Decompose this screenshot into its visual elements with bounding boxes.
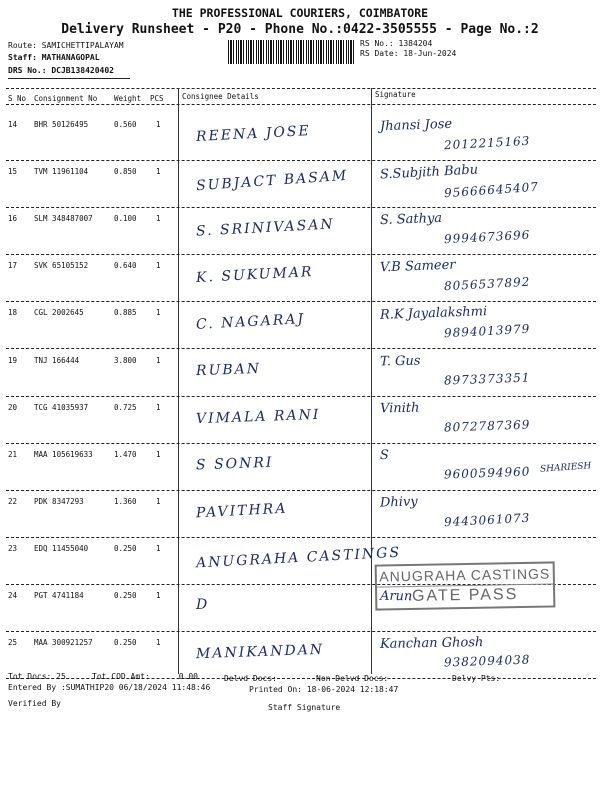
row-weight: 3.800 (114, 355, 137, 365)
printed-on: Printed On: 18-06-2024 12:18:47 (249, 685, 399, 694)
table-row (0, 491, 600, 540)
row-consignment-no: SLM 348487007 (34, 214, 93, 224)
col-consignee: Consignee Details (182, 92, 259, 101)
route-info (8, 40, 124, 52)
row-consignment-no: EDQ 11455040 (34, 543, 89, 553)
col-weight: Weight (114, 94, 142, 103)
row-signature: T. Gus (379, 353, 421, 369)
row-consignment-no: TNJ 166444 (34, 355, 80, 365)
row-signature: Vinith (379, 400, 420, 416)
row-weight: 0.250 (114, 543, 137, 553)
table-row (0, 255, 600, 304)
stamp-company: ANUGRAHA CASTINGS (379, 565, 551, 585)
table-row (0, 350, 600, 399)
row-signature: Jhansi Jose (379, 116, 453, 135)
row-consignee-handwritten: REENA JOSE (195, 123, 312, 145)
col-signature: Signature (375, 90, 416, 99)
row-pcs: 1 (156, 402, 161, 412)
drs-value: DCJB138420402 (51, 66, 114, 75)
row-signature: R.K Jayalakshmi (379, 304, 488, 324)
row-weight: 0.560 (114, 120, 137, 129)
row-sno: 21 (8, 449, 18, 459)
row-consignee-handwritten: PAVITHRA (195, 500, 288, 522)
rs-date-info (360, 48, 456, 60)
col-sno: S No (8, 94, 27, 103)
row-weight: 1.470 (114, 449, 137, 459)
row-phone: 8056537892 (443, 275, 531, 294)
row-signature: S (379, 447, 390, 463)
row-consignee-handwritten: K. SUKUMAR (195, 264, 314, 287)
row-consignment-no: PGT 4741184 (34, 591, 84, 600)
row-consignee-handwritten: VIMALA RANI (195, 406, 321, 427)
row-phone: 9600594960 (443, 464, 531, 482)
row-sno: 14 (8, 120, 18, 129)
row-consignee-handwritten: C. NAGARAJ (195, 311, 306, 334)
row-pcs: 1 (156, 355, 161, 365)
row-pcs: 1 (156, 167, 161, 177)
row-phone: 9894013979 (443, 322, 531, 341)
drs-info (8, 65, 114, 77)
rs-date-value: 18-Jun-2024 (403, 49, 457, 58)
table-row (0, 397, 600, 446)
non-delvd-docs: Non Delvd Docs: (316, 674, 389, 683)
row-pcs: 1 (156, 543, 161, 553)
row-signature: Kanchan Ghosh (379, 635, 484, 652)
route-label: Route: (8, 41, 37, 50)
side-note: SHARIESH (539, 461, 592, 475)
table-top-rule (6, 88, 596, 89)
drs-underline (8, 78, 130, 79)
staff-info (8, 52, 100, 64)
row-consignee-handwritten: SUBJACT BASAM (195, 167, 349, 195)
row-signature: S. Sathya (379, 211, 443, 229)
row-consignment-no: MAA 300921257 (34, 638, 93, 648)
row-weight: 0.885 (114, 308, 137, 318)
row-pcs: 1 (156, 214, 161, 224)
row-consignment-no: CGL 2002645 (34, 308, 84, 318)
row-phone: 8973373351 (443, 369, 531, 388)
tot-docs: Tot Docs: 25 (8, 672, 66, 681)
row-weight: 0.250 (114, 591, 137, 600)
row-phone: 9443061073 (443, 510, 531, 530)
stamp-gate-pass: GATE PASS (377, 583, 553, 607)
row-consignee-handwritten: S SONRI (195, 454, 274, 474)
row-signature: S.Subjith Babu (379, 162, 479, 183)
row-sno: 19 (8, 355, 18, 365)
row-phone: 9994673696 (443, 227, 531, 247)
verified-by: Verified By (8, 699, 61, 708)
route-value: SAMICHETTIPALAYAM (41, 41, 124, 50)
row-sno: 20 (8, 402, 18, 412)
row-sno: 22 (8, 496, 18, 506)
row-consignment-no: TVM 11961104 (34, 167, 89, 177)
row-consignee-handwritten: D (196, 597, 210, 613)
row-consignment-no: MAA 105619633 (34, 449, 93, 459)
row-pcs: 1 (156, 449, 161, 459)
row-sno: 23 (8, 543, 18, 553)
row-consignment-no: TCG 41035937 (34, 402, 89, 412)
row-pcs: 1 (156, 496, 161, 506)
row-phone: 9382094038 (443, 652, 531, 670)
runsheet-title: Delivery Runsheet - P20 - Phone No.:0422-3505555 - Page No.:2 (61, 22, 539, 37)
row-signature: V.B Sameer (379, 257, 456, 276)
delvy-pts: Delvy Pts: (452, 674, 501, 683)
delvd-docs: Delvd Docs: (224, 674, 277, 683)
row-consignee-handwritten: S. SRINIVASAN (195, 216, 335, 240)
row-sno: 18 (8, 308, 18, 318)
staff-label: Staff: (8, 53, 37, 62)
table-row (0, 161, 600, 210)
col-consignment: Consignment No (34, 94, 98, 103)
table-row (0, 302, 600, 351)
row-sno: 25 (8, 638, 18, 648)
row-sno: 16 (8, 214, 18, 224)
rs-no-value: 1384204 (398, 39, 433, 48)
table-row (0, 444, 600, 493)
barcode (228, 40, 354, 64)
row-sno: 15 (8, 167, 18, 177)
drs-label: DRS No.: (8, 66, 47, 75)
table-row (0, 632, 600, 681)
company-title: THE PROFESSIONAL COURIERS, COIMBATORE (171, 6, 429, 20)
row-pcs: 1 (156, 261, 161, 271)
tot-cod: Tot COD Amt: 0.00 (92, 672, 198, 681)
row-weight: 0.725 (114, 402, 137, 412)
table-row (0, 208, 600, 257)
row-phone: 2012215163 (443, 133, 531, 153)
row-consignment-no: PDK 8347293 (34, 496, 84, 506)
row-consignment-no: SVK 65105152 (34, 261, 89, 271)
row-phone: 95666645407 (443, 179, 540, 201)
row-pcs: 1 (156, 638, 161, 648)
row-consignee-handwritten: MANIKANDAN (195, 641, 325, 663)
row-phone: 8072787369 (443, 417, 531, 435)
table-header-rule (6, 104, 596, 105)
row-pcs: 1 (156, 308, 161, 318)
row-consignee-handwritten: RUBAN (195, 360, 262, 379)
row-weight: 1.360 (114, 496, 137, 506)
rs-date-label: RS Date: (360, 49, 399, 58)
row-consignee-handwritten: ANUGRAHA CASTINGS (195, 544, 402, 572)
table-row (0, 114, 600, 163)
row-sno: 24 (8, 591, 18, 600)
row-weight: 0.250 (114, 638, 137, 648)
row-weight: 0.100 (114, 214, 137, 224)
row-pcs: 1 (156, 120, 161, 129)
row-pcs: 1 (156, 591, 161, 600)
row-weight: 0.850 (114, 167, 137, 177)
row-signature: Dhivy (379, 494, 418, 511)
row-weight: 0.640 (114, 261, 137, 271)
gate-pass-stamp (375, 561, 556, 610)
row-signature: Arun (379, 588, 413, 605)
entered-by: Entered By :SUMATHIP20 06/18/2024 11:48:46 (8, 683, 211, 692)
row-sno: 17 (8, 261, 18, 271)
row-consignment-no: BHR 50126495 (34, 120, 89, 129)
staff-signature: Staff Signature (268, 703, 341, 712)
rs-no-label: RS No.: (360, 39, 394, 48)
staff-value: MATHANAGOPAL (41, 53, 100, 62)
col-pcs: PCS (150, 94, 164, 103)
